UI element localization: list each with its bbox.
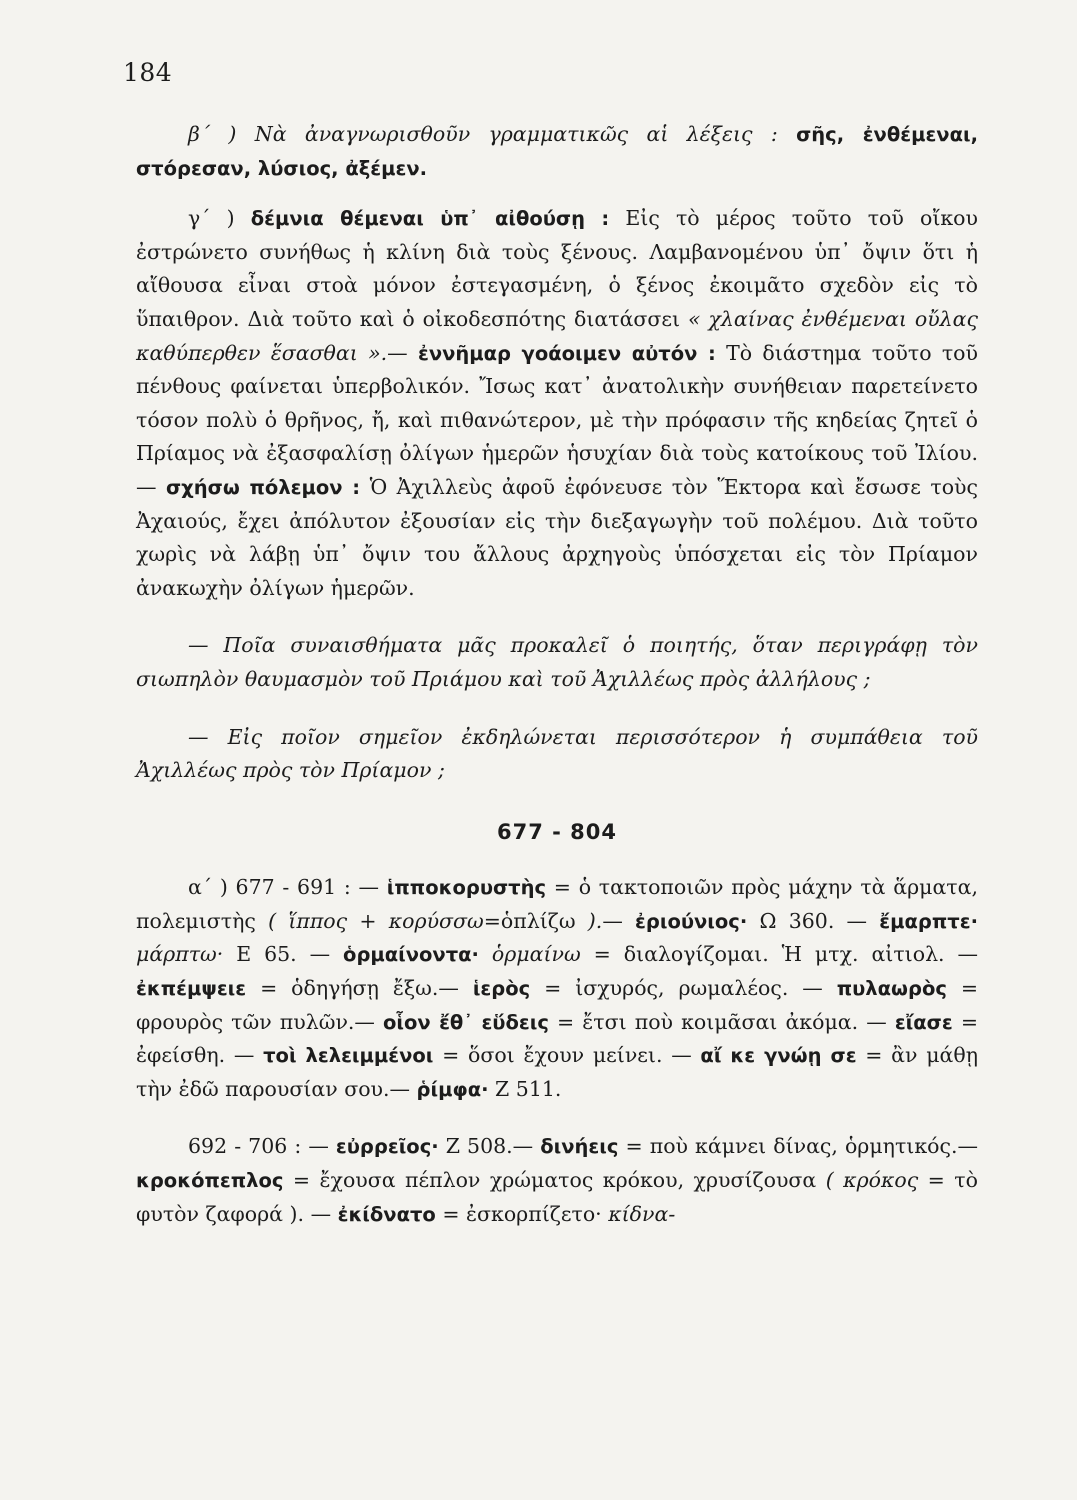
gamma-text-3: Ὁ Ἀχιλλεὺς ἀφοῦ ἐφόνευσε τὸν Ἕκτορα καὶ ἔσωσε τοὺς Ἀχαιούς, ἔχει ἀπόλυτον ἐξουσίαν εἰς τὴν διεξαγωγὴν τοῦ πολέμου. Διὰ τοῦτο χωρὶς νὰ λάβῃ ὑπ᾽ ὄψιν του ἄλλους ἀρχηγοὺς ὑπόσχεται εἰς τὸν Πρίαμον ἀνακωχὴν ὀλίγων ἡμερῶν.	[136, 474, 978, 600]
alpha-term: ἱερὸς	[472, 977, 531, 1001]
alpha-def: = ἰσχυρός, ρωμαλέος. —	[530, 976, 837, 1001]
range2-def: = ποὺ κάμνει δίνας, ὁρμητικός.—	[618, 1134, 978, 1159]
range2-def: Ζ 508.—	[438, 1134, 541, 1159]
gamma-dash-2: —	[136, 474, 166, 499]
range2-ital: ( κρόκος	[825, 1168, 919, 1193]
range2-term: κροκόπεπλος	[136, 1169, 284, 1193]
alpha-term: εἴασε	[894, 1010, 953, 1034]
alpha-ital: ( ἵππος + κορύσσω	[268, 908, 484, 933]
alpha-term: πυλαωρὸς	[836, 977, 947, 1001]
alpha-term: ὁρμαίνοντα·	[343, 943, 479, 967]
alpha-ital: μάρπτω·	[136, 942, 224, 967]
alpha-term: ἱπποκορυστὴς	[386, 876, 547, 900]
alpha-term: ἐκπέμψειε	[136, 977, 247, 1001]
page-number: 184	[123, 58, 173, 87]
range2-term: ἐκίδνατο	[337, 1202, 436, 1226]
alpha-def: = ὁ τακτοποιῶν πρὸς μάχην τὰ ἅρματα, πολεμιστὴς	[136, 875, 978, 933]
paragraph-692-706	[136, 1130, 978, 1231]
page-body	[136, 118, 978, 1231]
question-1: — Ποῖα συναισθήματα μᾶς προκαλεῖ ὁ ποιητής, ὅταν περιγράφῃ τὸν σιωπηλὸν θαυμασμὸν τοῦ Πριάμου καὶ τοῦ Ἀχιλλέως πρὸς ἀλλήλους ;	[136, 633, 978, 691]
gamma-quote: « χλαίνας ἐνθέμεναι οὔλας καθύπερθεν ἕσασθαι ».	[136, 306, 978, 365]
paragraph-beta	[136, 118, 978, 185]
alpha-term: αἴ κε γνώῃ σε	[700, 1044, 857, 1068]
alpha-def: Ω 360. —	[747, 908, 880, 933]
alpha-term: οἷον ἔθ᾽ εὕδεις	[383, 1010, 549, 1034]
alpha-ital: ).	[575, 908, 603, 933]
gamma-label: γ΄ )	[188, 206, 251, 231]
gamma-term-3: σχήσω πόλεμον :	[165, 475, 361, 499]
alpha-label: α΄ ) 677 - 691 : —	[188, 875, 387, 900]
section-title: 677 - 804	[496, 819, 617, 844]
alpha-def: =ὁπλίζω	[483, 908, 576, 933]
gamma-dash-1: —	[387, 340, 418, 365]
alpha-def: = ἔτσι ποὺ κοιμᾶσαι ἀκόμα. —	[548, 1009, 895, 1034]
alpha-def: —	[602, 908, 636, 933]
range2-term: δινήεις	[540, 1135, 619, 1159]
range2-def: = ἐσκορπίζετο·	[435, 1201, 602, 1226]
paragraph-alpha	[136, 871, 978, 1106]
range2-term: εὐρρεῖος·	[335, 1135, 439, 1159]
alpha-term: ῥίμφα·	[416, 1077, 489, 1101]
alpha-def: = διαλογίζομαι. Ἡ μτχ. αἰτιολ. —	[580, 942, 979, 967]
alpha-def: = ἐφείσθη. —	[136, 1009, 978, 1068]
alpha-def: = ὁδηγήσῃ ἔξω.—	[246, 976, 473, 1001]
alpha-def: = ἂν μάθῃ τὴν ἐδῶ παρουσίαν σου.—	[136, 1043, 979, 1101]
range2-def: = τὸ φυτὸν ζαφορά ). —	[136, 1168, 978, 1226]
range2-def: = ἔχουσα πέπλον χρώματος κρόκου, χρυσίζουσα	[283, 1168, 826, 1193]
gamma-text-1: Εἰς τὸ μέρος τοῦτο τοῦ οἴκου ἐστρώνετο συνήθως ἡ κλίνη διὰ τοὺς ξένους. Λαμβανομένου ὑπ᾽ ὄψιν ὅτι ἡ αἴθουσα εἶναι στοὰ μόνον ἐστεγασμένη, ὁ ξένος ἐκοιμᾶτο σχεδὸν εἰς τὸ ὕπαιθρον. Διὰ τοῦτο καὶ ὁ οἰκοδεσπότης διατάσσει	[136, 206, 978, 331]
question-2: — Εἰς ποῖον σημεῖον ἐκδηλώνεται περισσότερον ἡ συμπάθεια τοῦ Ἀχιλλέως πρὸς τὸν Πρίαμον ;	[136, 724, 978, 783]
beta-instruction: Νὰ ἀναγνωρισθοῦν γραμματικῶς αἱ λέξεις :	[254, 122, 797, 146]
alpha-term: τοὶ λελειμμένοι	[263, 1044, 434, 1068]
alpha-ital: ὁρμαίνω	[478, 942, 581, 967]
alpha-def: Ε 65. —	[223, 942, 344, 967]
alpha-term: ἐριούνιος·	[635, 909, 748, 933]
beta-label: β΄ )	[188, 122, 255, 146]
gamma-text-2: Τὸ διάστημα τοῦτο τοῦ πένθους φαίνεται ὑπερβολικόν. Ἴσως κατ᾽ ἀνατολικὴν συνήθειαν παρετείνετο τόσον πολὺ ὁ θρῆνος, ἤ, καὶ πιθανώτερον, μὲ τὴν πρόφασιν τῆς κηδείας ζητεῖ ὁ Πρίαμος νὰ ἐξασφαλίσῃ ὀλίγων ἡμερῶν ἡσυχίαν διὰ τοὺς κατοίκους τοῦ Ἰλίου.	[136, 340, 978, 466]
alpha-def: Ζ 511.	[488, 1076, 562, 1101]
gamma-term-1: δέμνια θέμεναι ὑπ᾽ αἰθούσῃ :	[250, 207, 610, 231]
paragraph-gamma	[136, 202, 978, 605]
range2-ital: κίδνα-	[601, 1201, 676, 1226]
beta-words: σῆς, ἐνθέμεναι, στόρεσαν, λύσιος, ἀξέμεν.	[136, 123, 978, 180]
range2-label: 692 - 706 : —	[188, 1134, 336, 1159]
alpha-def: = ὅσοι ἔχουν μείνει. —	[433, 1043, 701, 1068]
alpha-term: ἔμαρπτε·	[879, 909, 978, 933]
alpha-def: = φρουρὸς τῶν πυλῶν.—	[136, 976, 979, 1034]
gamma-term-2: ἐννῆμαρ γοάοιμεν αὐτόν :	[417, 341, 716, 365]
